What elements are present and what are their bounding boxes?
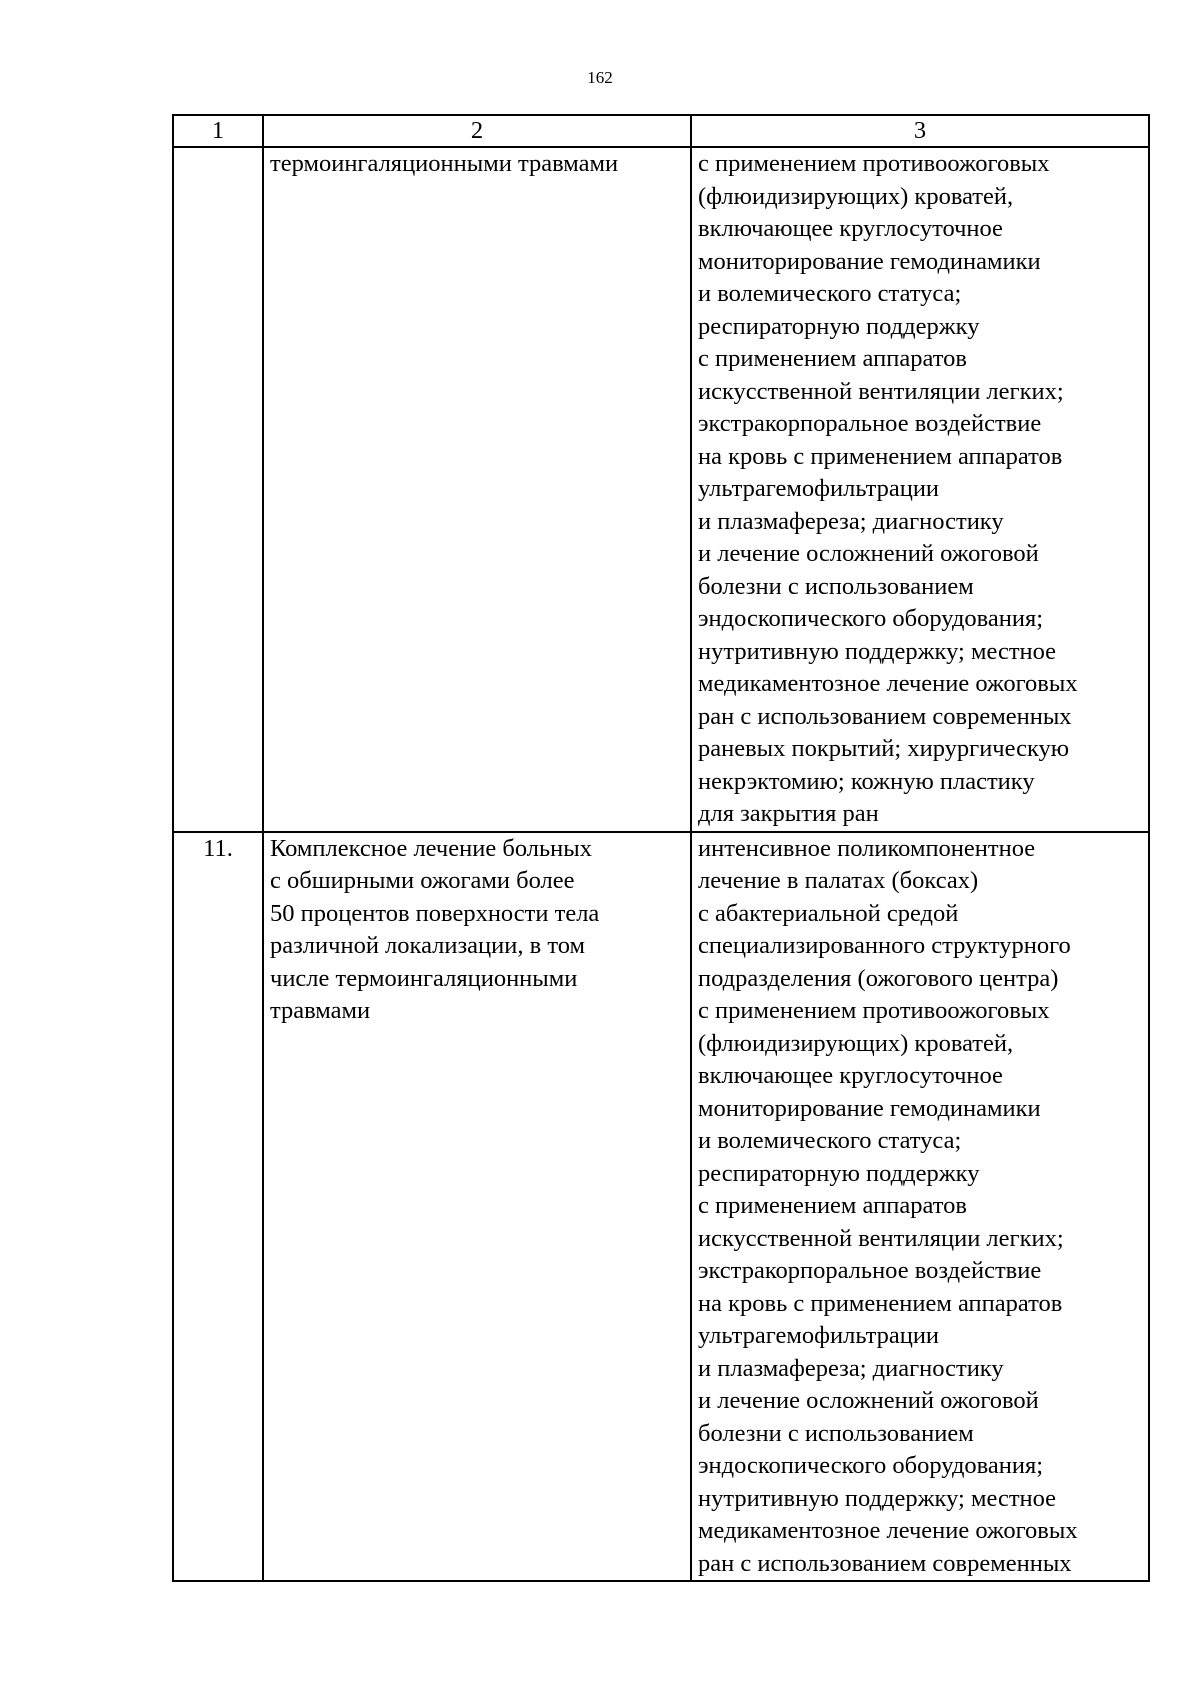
text-line: термоингаляционными травмами — [270, 150, 619, 177]
row-number-cell — [173, 147, 263, 832]
text-line: мониторирование гемодинамики — [698, 1094, 1041, 1122]
text-line: на кровь с применением аппаратов — [698, 442, 1063, 470]
text-line: специализированного структурного — [698, 932, 1071, 959]
row-treatment-cell — [691, 832, 1149, 1582]
text-line: ран с использованием современных — [698, 1549, 1072, 1577]
text-line: респираторную поддержку — [698, 312, 980, 340]
text-line: с обширными ожогами более — [270, 867, 575, 894]
text-line: с применением противоожоговых — [698, 997, 1050, 1024]
column-header-2: 2 — [263, 115, 691, 147]
text-line: различной локализации, в том — [270, 932, 585, 959]
text-line: с применением аппаратов — [698, 1192, 967, 1219]
text-line: нутритивную поддержку; местное — [698, 637, 1057, 665]
text-line: с абактериальной средой — [698, 899, 959, 927]
text-line: некрэктомию; кожную пластику — [698, 767, 1035, 795]
text-line: и лечение осложнений ожоговой — [698, 1387, 1039, 1414]
text-line: респираторную поддержку — [698, 1159, 980, 1187]
text-line: и волемического статуса; — [698, 280, 962, 307]
text-line: с применением аппаратов — [698, 345, 967, 372]
text-line: ультрагемофильтрации — [698, 1322, 940, 1349]
text-line: экстракорпоральное воздействие — [698, 410, 1042, 437]
text-line: включающее круглосуточное — [698, 215, 1003, 242]
text-line: мониторирование гемодинамики — [698, 247, 1041, 275]
text-line: искусственной вентиляции легких; — [698, 377, 1064, 405]
text-line: и плазмафереза; диагностику — [698, 1354, 1004, 1382]
row-description-cell — [263, 147, 691, 832]
text-line: 50 процентов поверхности тела — [270, 899, 600, 927]
treatment-table — [172, 114, 1150, 1582]
text-line: и волемического статуса; — [698, 1127, 962, 1154]
row-description-cell — [263, 832, 691, 1582]
row-treatment-cell — [691, 147, 1149, 832]
text-line: включающее круглосуточное — [698, 1062, 1003, 1089]
table-row — [173, 147, 1149, 832]
table-header-row — [173, 115, 1149, 147]
text-line: ультрагемофильтрации — [698, 475, 940, 502]
page-number: 162 — [587, 68, 613, 87]
text-line: эндоскопического оборудования; — [698, 605, 1044, 632]
text-line: эндоскопического оборудования; — [698, 1452, 1044, 1479]
text-line: раневых покрытий; хирургическую — [698, 735, 1070, 762]
text-line: медикаментозное лечение ожоговых — [698, 1517, 1078, 1544]
text-line: болезни с использованием — [698, 572, 974, 600]
text-line: и лечение осложнений ожоговой — [698, 540, 1039, 567]
text-line: подразделения (ожогового центра) — [698, 964, 1059, 992]
text-line: числе термоингаляционными — [270, 964, 578, 992]
text-line: лечение в палатах (боксах) — [698, 867, 979, 894]
text-line: нутритивную поддержку; местное — [698, 1484, 1057, 1512]
text-line: и плазмафереза; диагностику — [698, 507, 1004, 535]
text-line: Комплексное лечение больных — [270, 834, 592, 862]
text-line: с применением противоожоговых — [698, 150, 1050, 177]
row-number-cell: 11. — [173, 832, 263, 1582]
text-line: экстракорпоральное воздействие — [698, 1257, 1042, 1284]
text-line: искусственной вентиляции легких; — [698, 1224, 1064, 1252]
text-line: (флюидизирующих) кроватей, — [698, 182, 1014, 210]
text-line: медикаментозное лечение ожоговых — [698, 670, 1078, 697]
text-line: интенсивное поликомпонентное — [698, 834, 1036, 862]
text-line: (флюидизирующих) кроватей, — [698, 1029, 1014, 1057]
text-line: на кровь с применением аппаратов — [698, 1289, 1063, 1317]
column-header-3: 3 — [691, 115, 1149, 147]
table-row — [173, 832, 1149, 1582]
text-line: травмами — [270, 997, 371, 1024]
text-line: болезни с использованием — [698, 1419, 974, 1447]
text-line: ран с использованием современных — [698, 702, 1072, 730]
text-line: для закрытия ран — [698, 800, 879, 827]
column-header-1: 1 — [173, 115, 263, 147]
